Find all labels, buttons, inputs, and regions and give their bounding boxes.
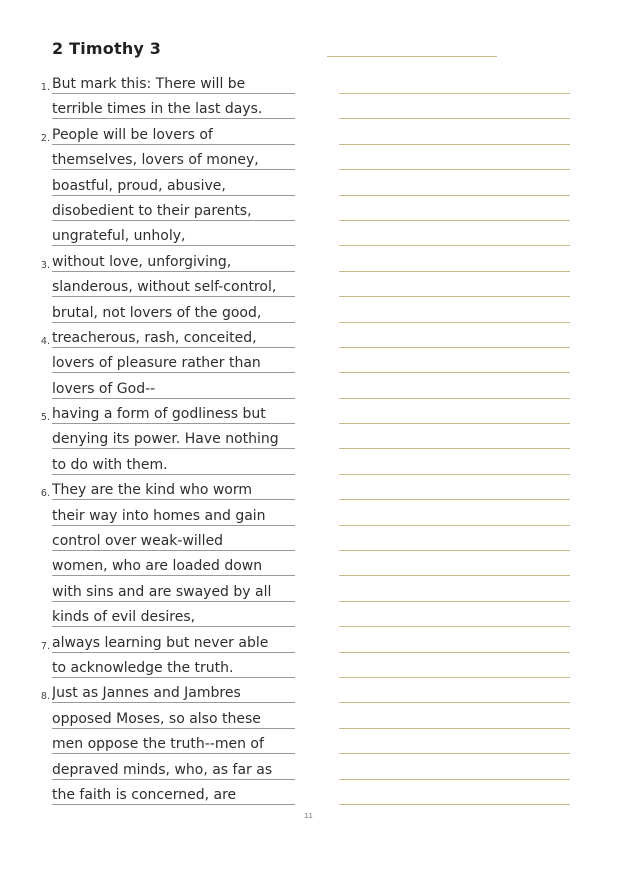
writing-line[interactable]: [339, 499, 570, 500]
verse-number: 7.: [40, 640, 50, 652]
verse-text: depraved minds, who, as far as: [52, 761, 273, 778]
verse-row: [0, 554, 624, 579]
verse-row: [0, 224, 624, 249]
writing-line[interactable]: [339, 195, 570, 196]
writing-line[interactable]: [339, 626, 570, 627]
text-underline: [52, 169, 295, 170]
verse-number: 5.: [40, 412, 50, 424]
verse-row: [0, 732, 624, 757]
verse-row: [0, 174, 624, 199]
verse-text: without love, unforgiving,: [52, 253, 232, 270]
verse-row: [0, 478, 624, 503]
verse-text: disobedient to their parents,: [52, 202, 252, 219]
verse-row: [0, 301, 624, 326]
verse-row: [0, 707, 624, 732]
text-underline: [52, 474, 295, 475]
text-underline: [52, 347, 295, 348]
verse-text: lovers of pleasure rather than: [52, 355, 261, 372]
page-number: 11: [304, 812, 313, 820]
verse-text: But mark this: There will be: [52, 76, 246, 92]
text-underline: [52, 702, 295, 703]
text-underline: [52, 677, 295, 678]
text-underline: [52, 728, 295, 729]
verse-row: [0, 377, 624, 402]
verse-row: [0, 605, 624, 630]
text-underline: [52, 423, 295, 424]
writing-line[interactable]: [339, 93, 570, 94]
writing-line[interactable]: [339, 271, 570, 272]
writing-line[interactable]: [339, 118, 570, 119]
text-underline: [52, 271, 295, 272]
verse-row: [0, 504, 624, 529]
writing-line[interactable]: [339, 144, 570, 145]
writing-line[interactable]: [339, 804, 570, 805]
writing-line[interactable]: [339, 220, 570, 221]
verse-row: [0, 681, 624, 706]
verse-text: denying its power. Have nothing: [52, 431, 279, 448]
text-underline: [52, 245, 295, 246]
writing-line[interactable]: [339, 677, 570, 678]
verse-number: 6.: [40, 488, 50, 500]
verse-text: men oppose the truth--men of: [52, 736, 264, 753]
verse-text: slanderous, without self-control,: [52, 279, 277, 296]
verse-text: boastful, proud, abusive,: [52, 177, 226, 194]
text-underline: [52, 144, 295, 145]
writing-line[interactable]: [339, 322, 570, 323]
text-underline: [52, 93, 295, 94]
title-writing-line: [327, 56, 497, 57]
verse-row: [0, 250, 624, 275]
verse-number: 8.: [40, 691, 50, 703]
verse-row: [0, 123, 624, 148]
verse-text: Just as Jannes and Jambres: [52, 685, 241, 702]
text-underline: [52, 550, 295, 551]
verse-row: [0, 453, 624, 478]
verse-text: control over weak-willed: [52, 533, 224, 550]
writing-line[interactable]: [339, 448, 570, 449]
verse-row: [0, 758, 624, 783]
page-title: 2 Timothy 3: [52, 39, 162, 58]
writing-line[interactable]: [339, 347, 570, 348]
text-underline: [52, 448, 295, 449]
verse-text: to acknowledge the truth.: [52, 659, 234, 676]
verse-text: to do with them.: [52, 456, 168, 473]
writing-line[interactable]: [339, 601, 570, 602]
writing-line[interactable]: [339, 423, 570, 424]
text-underline: [52, 601, 295, 602]
text-underline: [52, 753, 295, 754]
writing-line[interactable]: [339, 169, 570, 170]
text-underline: [52, 322, 295, 323]
writing-line[interactable]: [339, 550, 570, 551]
verse-text: women, who are loaded down: [52, 558, 263, 575]
verse-row: [0, 199, 624, 224]
writing-line[interactable]: [339, 474, 570, 475]
verse-text: People will be lovers of: [52, 126, 213, 143]
verse-number: 4.: [40, 335, 50, 347]
text-underline: [52, 525, 295, 526]
verse-text: the faith is concerned, are: [52, 786, 237, 803]
text-underline: [52, 626, 295, 627]
verse-text: having a form of godliness but: [52, 406, 266, 423]
verse-row: [0, 783, 624, 808]
verse-row: [0, 402, 624, 427]
text-underline: [52, 398, 295, 399]
writing-line[interactable]: [339, 702, 570, 703]
verse-number: 1.: [40, 82, 50, 93]
verse-number: 2.: [40, 132, 50, 144]
writing-line[interactable]: [339, 728, 570, 729]
text-underline: [52, 652, 295, 653]
verse-text: kinds of evil desires,: [52, 609, 196, 626]
verse-row: [0, 97, 624, 122]
verse-row: [0, 631, 624, 656]
verse-number: 3.: [40, 259, 50, 271]
writing-line[interactable]: [339, 575, 570, 576]
text-underline: [52, 195, 295, 196]
text-underline: [52, 296, 295, 297]
writing-line[interactable]: [339, 296, 570, 297]
verse-text: ungrateful, unholy,: [52, 228, 186, 245]
writing-line[interactable]: [339, 753, 570, 754]
verse-text: always learning but never able: [52, 634, 269, 651]
verse-text: brutal, not lovers of the good,: [52, 304, 262, 321]
verse-row: [0, 148, 624, 173]
text-underline: [52, 499, 295, 500]
verse-text: themselves, lovers of money,: [52, 152, 259, 169]
text-underline: [52, 220, 295, 221]
writing-line[interactable]: [339, 779, 570, 780]
text-underline: [52, 804, 295, 805]
verse-row: [0, 275, 624, 300]
verse-text: lovers of God--: [52, 380, 156, 397]
verse-lines: [0, 72, 624, 808]
verse-text: opposed Moses, so also these: [52, 710, 261, 727]
writing-line[interactable]: [339, 652, 570, 653]
writing-line[interactable]: [339, 525, 570, 526]
text-underline: [52, 118, 295, 119]
text-underline: [52, 575, 295, 576]
verse-row: [0, 427, 624, 452]
verse-text: terrible times in the last days.: [52, 101, 263, 118]
writing-line[interactable]: [339, 398, 570, 399]
verse-row: [0, 529, 624, 554]
text-underline: [52, 372, 295, 373]
text-underline: [52, 779, 295, 780]
verse-row: [0, 351, 624, 376]
verse-text: with sins and are swayed by all: [52, 583, 272, 600]
writing-line[interactable]: [339, 245, 570, 246]
verse-text: treacherous, rash, conceited,: [52, 329, 257, 346]
writing-line[interactable]: [339, 372, 570, 373]
verse-row: [0, 580, 624, 605]
verse-text: their way into homes and gain: [52, 507, 266, 524]
verse-row: [0, 72, 624, 97]
verse-row: [0, 326, 624, 351]
verse-row: [0, 656, 624, 681]
verse-text: They are the kind who worm: [52, 482, 252, 499]
